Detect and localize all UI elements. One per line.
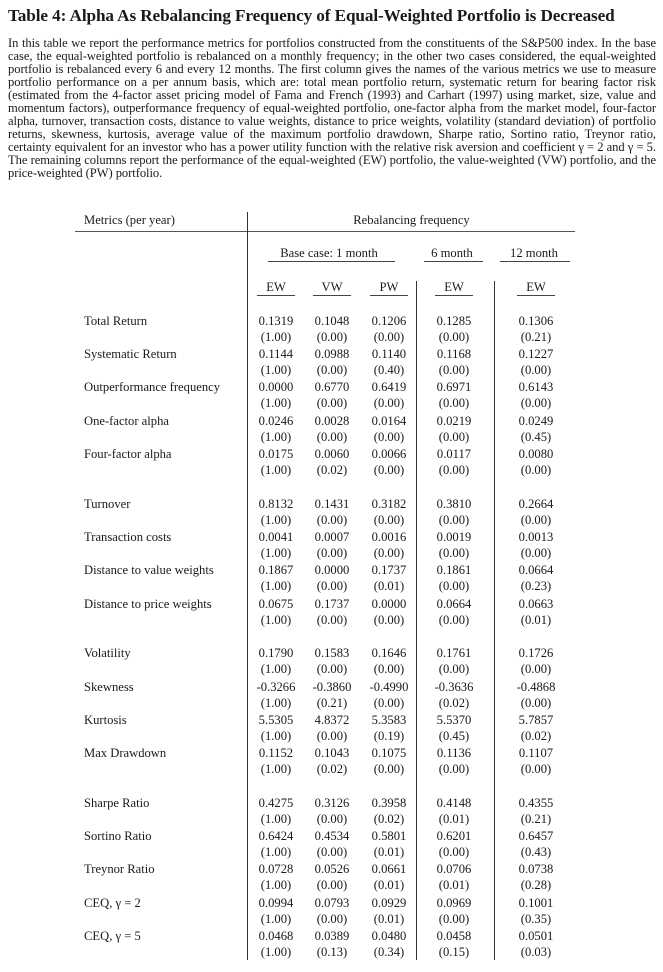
table-cell-pvalue: (0.15) (438, 945, 470, 959)
row-label: Skewness (84, 680, 134, 694)
table-cell-value: 0.0664 (518, 563, 554, 577)
table-cell-value: 0.4355 (518, 796, 554, 810)
table-cell-pvalue: (0.00) (316, 878, 348, 892)
table-cell-value: 0.0041 (258, 530, 294, 544)
table-cell-value: 0.1227 (518, 347, 554, 361)
table-cell-value: 0.6971 (436, 380, 472, 394)
table-cell-pvalue: (0.00) (438, 546, 470, 560)
table-cell-pvalue: (0.21) (520, 812, 552, 826)
table-cell-value: 0.1107 (518, 746, 554, 760)
table-cell-pvalue: (0.45) (520, 430, 552, 444)
row-label: Max Drawdown (84, 746, 167, 760)
table-cell-pvalue: (1.00) (260, 330, 292, 344)
table-cell-pvalue: (0.21) (520, 330, 552, 344)
table-cell-pvalue: (1.00) (260, 662, 292, 676)
table-cell-value: 0.1790 (258, 646, 294, 660)
table-cell-pvalue: (0.43) (520, 845, 552, 859)
table-cell-pvalue: (1.00) (260, 363, 292, 377)
table-cell-pvalue: (0.00) (316, 812, 348, 826)
table-cell-value: 0.0007 (314, 530, 350, 544)
table-cell-value: 0.1043 (314, 746, 350, 760)
table-cell-value: 0.0080 (518, 447, 554, 461)
table-cell-value: 0.1306 (518, 314, 554, 328)
table-cell-value: 0.0000 (258, 380, 294, 394)
table-cell-pvalue: (1.00) (260, 430, 292, 444)
row-label: Kurtosis (84, 713, 127, 727)
table-cell-value: 0.0019 (436, 530, 472, 544)
row-label: CEQ, γ = 2 (84, 896, 141, 910)
column-divider (494, 281, 495, 960)
table-cell-value: 0.0664 (436, 597, 472, 611)
table-cell-value: 0.0661 (371, 862, 407, 876)
table-cell-pvalue: (0.01) (520, 613, 552, 627)
table-cell-pvalue: (0.02) (520, 729, 552, 743)
table-cell-value: 0.0526 (314, 862, 350, 876)
table-cell-pvalue: (0.34) (373, 945, 405, 959)
table-cell-pvalue: (0.00) (438, 330, 470, 344)
table-cell-value: 0.0000 (314, 563, 350, 577)
table-cell-value: 0.1075 (371, 746, 407, 760)
table-cell-pvalue: (0.00) (438, 396, 470, 410)
table-cell-pvalue: (0.03) (520, 945, 552, 959)
table-cell-value: 5.7857 (518, 713, 554, 727)
table-cell-value: 0.1861 (436, 563, 472, 577)
table-cell-pvalue: (0.00) (373, 330, 405, 344)
table-cell-value: 0.0468 (258, 929, 294, 943)
table-cell-pvalue: (0.02) (316, 762, 348, 776)
table-cell-pvalue: (0.00) (316, 330, 348, 344)
row-label: Treynor Ratio (84, 862, 155, 876)
table-cell-value: 0.1285 (436, 314, 472, 328)
table-cell-pvalue: (0.00) (316, 912, 348, 926)
table-cell-pvalue: (0.19) (373, 729, 405, 743)
row-label: Volatility (84, 646, 131, 660)
table-cell-value: 0.1431 (314, 497, 350, 511)
table-cell-value: 0.1583 (314, 646, 350, 660)
table-cell-pvalue: (0.00) (373, 463, 405, 477)
table-cell-pvalue: (1.00) (260, 762, 292, 776)
table-cell-value: 0.0249 (518, 414, 554, 428)
table-cell-value: 0.3958 (371, 796, 407, 810)
table-cell-pvalue: (0.00) (373, 613, 405, 627)
table-cell-pvalue: (0.01) (373, 912, 405, 926)
row-label: Systematic Return (84, 347, 177, 361)
table-cell-pvalue: (1.00) (260, 463, 292, 477)
table-cell-pvalue: (0.02) (316, 463, 348, 477)
table-cell-pvalue: (0.01) (438, 878, 470, 892)
column-header-vw: VW (321, 280, 343, 294)
table-cell-pvalue: (0.01) (373, 579, 405, 593)
table-cell-pvalue: (0.00) (316, 613, 348, 627)
group-header: Rebalancing frequency (353, 213, 470, 227)
column-header-rule (435, 295, 473, 296)
table-cell-pvalue: (0.00) (316, 729, 348, 743)
table-cell-value: 0.0219 (436, 414, 472, 428)
table-cell-pvalue: (0.00) (438, 513, 470, 527)
table-caption: In this table we report the performance metrics for portfolios constructed from the constituents of the S&P500 index. In the base case, the equal-weighted portfolio is rebalanced on a monthly frequency; in the other two cases considered, the equal-weighted portfolio is rebalanced every 6 and every 12 months. The first column gives the names of the various metrics we use to measure portfolio performance on a per annum basis, which are: total mean portfolio return, systematic return for bearing factor risk (estimated from the 4-factor asset pricing model of Fama and French (1993) and Carhart (1997) using market, size, value and momentum factors), outperformance frequency of equal-weighted portfolio, one-factor alpha from the market model, four-factor alpha, turnover, transaction costs, distance to value weights, distance to price weights, volatility (standard deviation) of portfolio returns, skewness, kurtosis, average value of the maximum portfolio drawdown, Sharpe ratio, Sortino ratio, Treynor ratio, certainty equivalent for an investor who has a power utility function with the relative risk aversion and coefficient γ = 2 and γ = 5. The remaining columns report the performance of the equal-weighted (EW) portfolio, the value-weighted (VW) portfolio, and the price-weighted (PW) portfolio. (8, 36, 656, 181)
table-cell-pvalue: (0.02) (438, 696, 470, 710)
table-cell-value: 0.4534 (314, 829, 350, 843)
table-cell-pvalue: (0.00) (438, 662, 470, 676)
table-cell-pvalue: (0.00) (520, 662, 552, 676)
table-cell-value: 0.0663 (518, 597, 554, 611)
table-cell-pvalue: (1.00) (260, 729, 292, 743)
table-cell-value: 0.6457 (518, 829, 554, 843)
table-cell-value: 0.0246 (258, 414, 294, 428)
table-cell-value: 0.0793 (314, 896, 350, 910)
row-label: Turnover (84, 497, 131, 511)
table-cell-pvalue: (0.00) (316, 396, 348, 410)
row-label: One-factor alpha (84, 414, 169, 428)
table-cell-value: 0.4275 (258, 796, 294, 810)
table-cell-pvalue: (0.01) (373, 845, 405, 859)
subgroup-rule (424, 261, 483, 262)
table-cell-pvalue: (0.00) (316, 513, 348, 527)
table-cell-pvalue: (0.01) (373, 878, 405, 892)
table-cell-value: 0.2664 (518, 497, 554, 511)
table-cell-pvalue: (0.23) (520, 579, 552, 593)
subgroup-rule (500, 261, 570, 262)
table-cell-value: 5.5370 (436, 713, 472, 727)
table-cell-value: 0.0000 (371, 597, 407, 611)
table-cell-value: 0.0066 (371, 447, 407, 461)
table-cell-value: 0.6201 (436, 829, 472, 843)
table-cell-value: 0.0175 (258, 447, 294, 461)
table-cell-value: 0.1737 (314, 597, 350, 611)
table-cell-pvalue: (1.00) (260, 579, 292, 593)
table-cell-pvalue: (0.21) (316, 696, 348, 710)
table-cell-pvalue: (0.00) (373, 662, 405, 676)
table-cell-value: 0.1761 (436, 646, 472, 660)
subgroup-6-month: 6 month (431, 246, 473, 260)
table-cell-value: 0.1136 (436, 746, 472, 760)
column-header-ew: EW (266, 280, 286, 294)
table-cell-value: 0.6770 (314, 380, 350, 394)
table-cell-value: 0.1206 (371, 314, 407, 328)
table-cell-pvalue: (0.45) (438, 729, 470, 743)
table-title: Table 4: Alpha As Rebalancing Frequency of Equal-Weighted Portfolio is Decreased (8, 6, 615, 25)
table-cell-value: 0.0060 (314, 447, 350, 461)
column-header-ew: EW (526, 280, 546, 294)
row-label: Outperformance frequency (84, 380, 221, 394)
table-cell-pvalue: (0.00) (438, 430, 470, 444)
table-cell-value: 0.3810 (436, 497, 472, 511)
table-cell-value: 0.1726 (518, 646, 554, 660)
metrics-header: Metrics (per year) (84, 213, 175, 227)
table-cell-value: 0.0480 (371, 929, 407, 943)
table-cell-value: 0.0501 (518, 929, 554, 943)
table-cell-pvalue: (0.00) (438, 463, 470, 477)
table-cell-pvalue: (0.35) (520, 912, 552, 926)
header-rule (75, 231, 575, 232)
table-cell-pvalue: (0.01) (438, 812, 470, 826)
table-cell-pvalue: (0.00) (438, 762, 470, 776)
table-cell-pvalue: (0.00) (316, 546, 348, 560)
table-cell-value: 0.1152 (258, 746, 294, 760)
table-cell-pvalue: (0.00) (373, 696, 405, 710)
column-header-rule (257, 295, 295, 296)
table-cell-value: 0.1001 (518, 896, 554, 910)
table-cell-value: 0.0013 (518, 530, 554, 544)
table-cell-value: 0.0389 (314, 929, 350, 943)
row-label: Distance to price weights (84, 597, 212, 611)
table-cell-pvalue: (0.00) (520, 546, 552, 560)
table-cell-pvalue: (1.00) (260, 812, 292, 826)
table-cell-pvalue: (0.00) (316, 363, 348, 377)
subgroup-rule (268, 261, 395, 262)
table-cell-pvalue: (1.00) (260, 878, 292, 892)
table-cell-value: 0.0728 (258, 862, 294, 876)
row-label: Sortino Ratio (84, 829, 152, 843)
row-label: Distance to value weights (84, 563, 214, 577)
table-cell-value: 0.0117 (436, 447, 472, 461)
table-cell-pvalue: (1.00) (260, 396, 292, 410)
table-cell-value: 0.1048 (314, 314, 350, 328)
table-cell-value: 0.1140 (371, 347, 407, 361)
table-cell-value: 0.1144 (258, 347, 294, 361)
table-cell-pvalue: (1.00) (260, 546, 292, 560)
table-cell-pvalue: (0.00) (520, 696, 552, 710)
row-label: Four-factor alpha (84, 447, 172, 461)
table-cell-value: 5.3583 (371, 713, 407, 727)
table-cell-pvalue: (0.00) (438, 363, 470, 377)
table-cell-value: 0.3126 (314, 796, 350, 810)
table-cell-value: 0.0028 (314, 414, 350, 428)
table-cell-pvalue: (1.00) (260, 845, 292, 859)
table-cell-value: 0.0675 (258, 597, 294, 611)
table-cell-value: 0.1319 (258, 314, 294, 328)
table-cell-value: 0.1737 (371, 563, 407, 577)
table-cell-value: 0.3182 (371, 497, 407, 511)
table-cell-value: 0.0969 (436, 896, 472, 910)
table-cell-pvalue: (0.00) (373, 430, 405, 444)
row-label: Total Return (84, 314, 148, 328)
table-cell-pvalue: (0.00) (520, 762, 552, 776)
table-cell-value: 0.5801 (371, 829, 407, 843)
table-cell-value: 0.4148 (436, 796, 472, 810)
subgroup-12-month: 12 month (510, 246, 558, 260)
table-cell-pvalue: (1.00) (260, 912, 292, 926)
table-cell-value: -0.4868 (516, 680, 556, 694)
table-cell-pvalue: (1.00) (260, 696, 292, 710)
table-cell-pvalue: (1.00) (260, 513, 292, 527)
table-cell-pvalue: (0.00) (373, 762, 405, 776)
table-cell-value: -0.3860 (312, 680, 352, 694)
table-cell-value: 0.0988 (314, 347, 350, 361)
table-cell-value: -0.4990 (369, 680, 409, 694)
table-cell-pvalue: (0.00) (373, 396, 405, 410)
table-cell-value: 0.6424 (258, 829, 294, 843)
table-cell-pvalue: (0.00) (520, 363, 552, 377)
table-cell-value: 0.8132 (258, 497, 294, 511)
table-cell-pvalue: (0.00) (438, 912, 470, 926)
table-cell-pvalue: (0.00) (373, 546, 405, 560)
table-cell-value: 0.6419 (371, 380, 407, 394)
table-cell-pvalue: (0.00) (520, 463, 552, 477)
table-cell-pvalue: (0.00) (520, 396, 552, 410)
table-cell-pvalue: (1.00) (260, 945, 292, 959)
table-cell-value: 0.0164 (371, 414, 407, 428)
column-header-rule (370, 295, 408, 296)
table-cell-value: 5.5305 (258, 713, 294, 727)
table-cell-pvalue: (0.00) (438, 845, 470, 859)
table-cell-value: 4.8372 (314, 713, 350, 727)
row-label: CEQ, γ = 5 (84, 929, 141, 943)
table-cell-value: 0.0706 (436, 862, 472, 876)
table-cell-pvalue: (0.00) (520, 513, 552, 527)
table-cell-pvalue: (0.02) (373, 812, 405, 826)
row-label: Transaction costs (84, 530, 172, 544)
column-header-pw: PW (379, 280, 399, 294)
table-cell-pvalue: (0.00) (316, 845, 348, 859)
column-header-ew: EW (444, 280, 464, 294)
table-cell-pvalue: (0.13) (316, 945, 348, 959)
row-label: Sharpe Ratio (84, 796, 150, 810)
table-cell-value: 0.0994 (258, 896, 294, 910)
table-cell-pvalue: (0.28) (520, 878, 552, 892)
table-cell-pvalue: (0.40) (373, 363, 405, 377)
table-cell-value: -0.3636 (434, 680, 474, 694)
table-cell-value: -0.3266 (256, 680, 296, 694)
table-cell-value: 0.0929 (371, 896, 407, 910)
table-cell-value: 0.0458 (436, 929, 472, 943)
table-cell-value: 0.1168 (436, 347, 472, 361)
table-cell-value: 0.0738 (518, 862, 554, 876)
column-header-rule (517, 295, 555, 296)
table-cell-pvalue: (0.00) (316, 662, 348, 676)
table-cell-value: 0.1867 (258, 563, 294, 577)
table-cell-pvalue: (0.00) (316, 579, 348, 593)
table-cell-pvalue: (0.00) (316, 430, 348, 444)
table-cell-pvalue: (1.00) (260, 613, 292, 627)
table-cell-value: 0.6143 (518, 380, 554, 394)
subgroup-base-case: Base case: 1 month (280, 246, 378, 260)
table-cell-pvalue: (0.00) (438, 579, 470, 593)
table-cell-value: 0.1646 (371, 646, 407, 660)
table-cell-value: 0.0016 (371, 530, 407, 544)
table-cell-pvalue: (0.00) (438, 613, 470, 627)
column-header-rule (313, 295, 351, 296)
table-cell-pvalue: (0.00) (373, 513, 405, 527)
